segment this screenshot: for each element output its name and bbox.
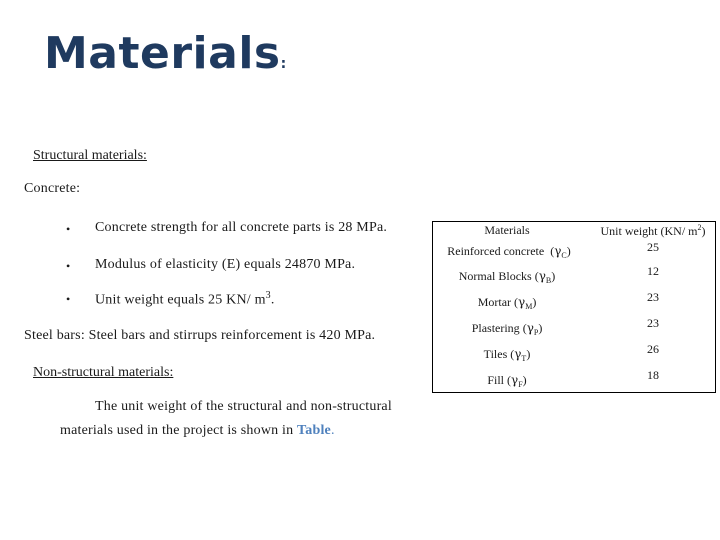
gamma-symbol: γ: [526, 321, 534, 335]
non-structural-materials-heading: Non-structural materials:: [33, 365, 174, 380]
gamma-subscript: F: [518, 380, 523, 389]
unit-weight-text: [95, 290, 275, 309]
title-text: Materials: [44, 28, 281, 79]
gamma-symbol: γ: [511, 373, 519, 387]
material-name: Normal Blocks: [458, 269, 532, 283]
steel-bars-text: Steel bars: Steel bars and stirrups reinforcement is 420 MPa.: [24, 328, 376, 343]
material-name: Plastering: [471, 321, 520, 335]
unit-weight-table: [432, 221, 716, 393]
gamma-symbol: γ: [554, 244, 562, 258]
paragraph-line-1: The unit weight of the structural and non-structural: [95, 399, 392, 414]
concrete-label: Concrete:: [24, 181, 81, 196]
gamma-symbol: γ: [518, 295, 526, 309]
table-row-value: 25: [647, 240, 659, 254]
material-name: Reinforced concrete: [447, 244, 545, 258]
material-name: Mortar: [477, 295, 512, 309]
table-header-unit-weight: [590, 223, 716, 239]
unit-weight-main: Unit weight equals 25 KN/ m: [95, 292, 266, 308]
bullet-marker: •: [66, 292, 71, 306]
concrete-strength-text: Concrete strength for all concrete parts is 28 MPa.: [95, 220, 388, 235]
table-reference-link[interactable]: Table: [297, 423, 331, 438]
paragraph-line-2: [60, 423, 335, 439]
table-row-material: Normal Blocks $(\gamma_B)$: [458, 269, 556, 285]
unit-weight-dot: .: [270, 292, 275, 308]
gamma-symbol: γ: [538, 269, 546, 283]
structural-materials-heading: Structural materials:: [33, 148, 147, 163]
bullet-marker: •: [66, 222, 71, 236]
table-header-materials: Materials: [484, 223, 530, 237]
table-row-material: Mortar $(\gamma_M)$: [477, 295, 537, 311]
gamma-subscript: B: [545, 276, 552, 285]
paragraph-line-2-text: materials used in the project is shown in: [60, 423, 294, 438]
table-row-value: 18: [647, 368, 659, 382]
table-row-value: 23: [647, 316, 659, 330]
table-row-material: Fill $(\gamma_F)$: [487, 373, 527, 389]
table-row-material: Tiles $(\gamma_T)$: [483, 347, 531, 363]
table-reference-dot: .: [330, 423, 335, 438]
material-name: Tiles: [483, 347, 508, 361]
title-colon: :: [280, 56, 287, 72]
gamma-subscript: C: [561, 251, 567, 260]
gamma-subscript: M: [525, 302, 533, 311]
bullet-marker: •: [66, 259, 71, 273]
page-title: [44, 28, 287, 79]
modulus-text: Modulus of elasticity (E) equals 24870 MPa.: [95, 257, 356, 272]
gamma-subscript: P: [533, 328, 539, 337]
table-row-material: Plastering $(\gamma_P)$: [471, 321, 543, 337]
unit-weight-sup: 3: [265, 290, 271, 301]
table-row-material: Reinforced concrete $(\gamma_C)$: [447, 244, 571, 260]
gamma-subscript: T: [521, 354, 527, 363]
table-row-value: 23: [647, 290, 659, 304]
header-unit-end: ): [701, 224, 706, 238]
header-unit-text: Unit weight (KN/ m: [600, 224, 698, 238]
table-row-value: 12: [647, 264, 659, 278]
header-unit-sup: 2: [697, 223, 702, 232]
gamma-symbol: γ: [514, 347, 522, 361]
material-name: Fill: [487, 373, 505, 387]
table-row-value: 26: [647, 342, 659, 356]
